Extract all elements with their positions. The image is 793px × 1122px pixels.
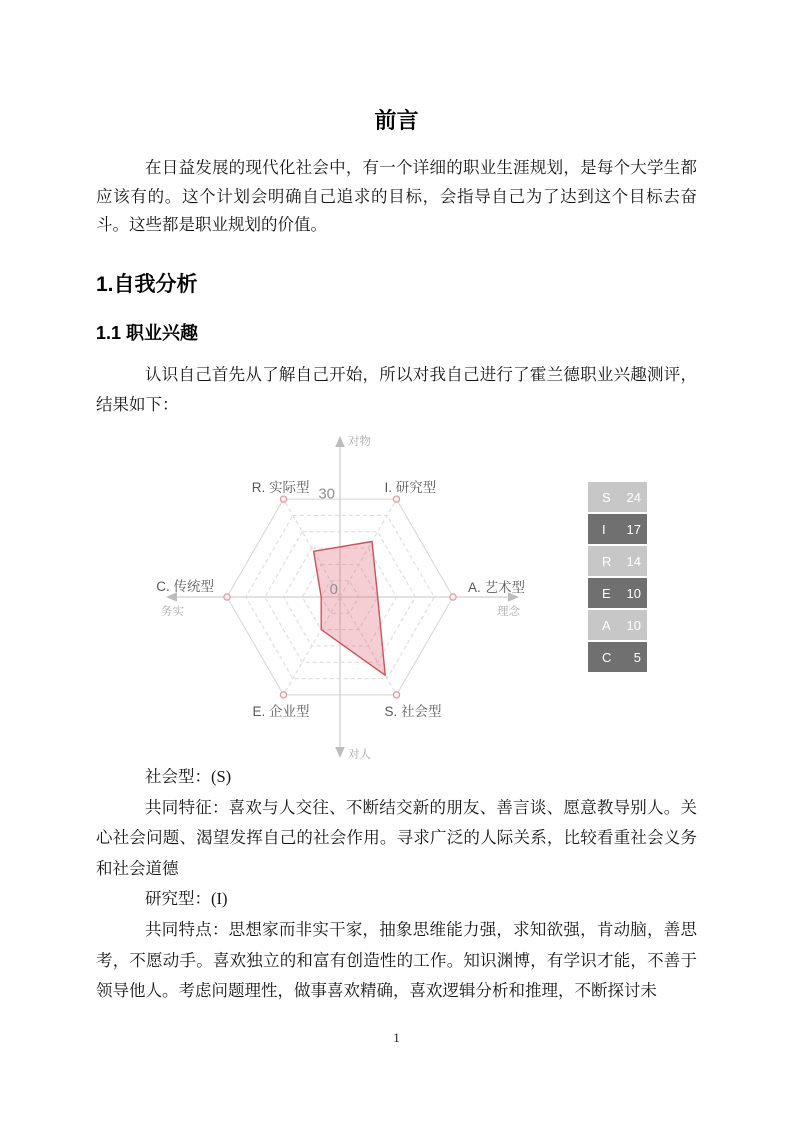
legend-key: R <box>602 553 612 569</box>
vertex-marker <box>280 496 286 502</box>
arrow-down-icon <box>335 747 345 758</box>
social-type-description: 共同特征：喜欢与人交往、不断结交新的朋友、善言谈、愿意教导别人。关心社会问题、渴望发挥自己的社会作用。寻求广泛的人际关系，比较看重社会义务和社会道德 <box>96 797 697 878</box>
axis-label-C: C. 传统型 <box>156 579 214 594</box>
legend-item-R <box>588 546 647 576</box>
vertex-marker <box>280 692 286 698</box>
legend-value: 24 <box>626 489 641 505</box>
analysis-text <box>96 762 697 1007</box>
axis-label-E: E. 企业型 <box>252 703 310 719</box>
direction-label-right: 理念 <box>497 606 520 618</box>
direction-label-left: 务实 <box>161 606 184 618</box>
vertex-marker <box>450 594 456 600</box>
legend-value: 5 <box>633 649 641 665</box>
axis-label-I: I. 研究型 <box>384 480 437 496</box>
vertex-marker <box>393 496 399 502</box>
series-polygon <box>314 542 386 676</box>
axis-label-S: S. 社会型 <box>384 703 442 719</box>
legend-item-C <box>588 642 647 672</box>
legend-key: C <box>602 649 612 665</box>
radar-legend <box>588 482 647 674</box>
legend-value: 17 <box>626 521 641 537</box>
legend-item-A <box>588 610 647 640</box>
legend-item-E <box>588 578 647 608</box>
legend-key: S <box>602 489 611 505</box>
legend-item-I <box>588 514 647 544</box>
legend-value: 10 <box>626 585 641 601</box>
social-type-label: 社会型：(S) <box>145 767 232 786</box>
legend-key: I <box>602 521 606 537</box>
axis-label-A: A. 艺术型 <box>468 580 526 595</box>
legend-item-S <box>588 482 647 512</box>
legend-value: 14 <box>626 553 641 569</box>
investigative-type-description: 共同特点：思想家而非实干家，抽象思维能力强，求知欲强，肯动脑，善思考，不愿动手。喜欢独立的和富有创造性的工作。知识渊博，有学识才能，不善于领导他人。考虑问题理性，做事喜欢精确，喜欢逻辑分析和推理，不断探讨未 <box>96 919 697 1001</box>
interest-test-paragraph: 认识自己首先从了解自己开始，所以对我自己进行了霍兰德职业兴趣测评，结果如下： <box>96 365 697 414</box>
vertex-marker <box>224 594 230 600</box>
page-number: 1 <box>393 1030 400 1045</box>
section-1-1-heading: 1.1 职业兴趣 <box>96 323 199 343</box>
legend-key: E <box>602 585 611 601</box>
axis-label-R: R. 实际型 <box>251 480 310 496</box>
investigative-type-label: 研究型：(I) <box>145 889 228 909</box>
arrow-up-icon <box>335 436 345 447</box>
section-1-heading: 1.自我分析 <box>96 273 198 296</box>
vertex-marker <box>393 692 399 698</box>
axis-max-label: 30 <box>318 485 335 503</box>
direction-label-top: 对物 <box>348 436 371 448</box>
axis-min-label: 0 <box>329 581 338 598</box>
legend-value: 10 <box>626 617 641 633</box>
direction-label-bottom: 对人 <box>348 749 371 761</box>
page-title: 前言 <box>374 108 419 133</box>
legend-key: A <box>602 617 611 633</box>
holland-radar-chart <box>130 425 560 770</box>
intro-paragraph: 在日益发展的现代化社会中，有一个详细的职业生涯规划，是每个大学生都应该有的。这个计划会明确自己追求的目标，会指导自己为了达到这个目标去奋斗。这些都是职业规划的价值。 <box>96 158 697 234</box>
